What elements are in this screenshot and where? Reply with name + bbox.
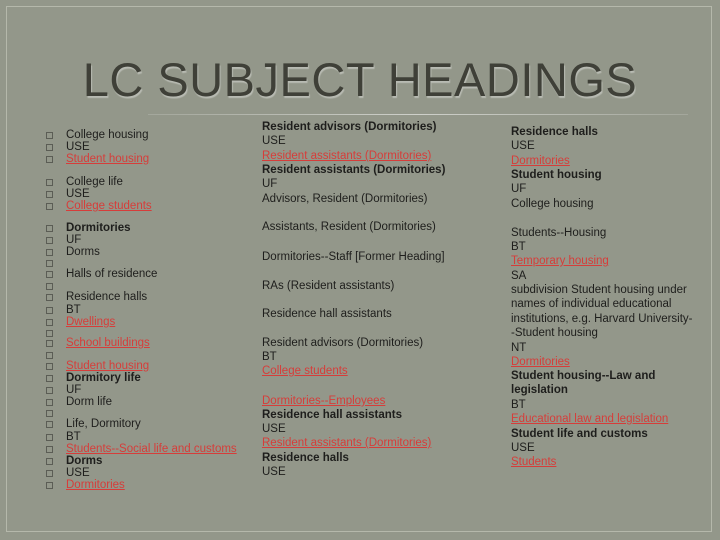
col3-entry: Student housing [511, 169, 602, 181]
bullet-box-icon [46, 132, 53, 139]
col1-entry: College housing [66, 129, 149, 141]
col1-entry: Dorms [66, 246, 100, 258]
col3-entry: SA [511, 270, 527, 282]
bullet-box-icon [46, 340, 53, 347]
col1-entry: USE [66, 141, 90, 153]
col3-entry: NT [511, 342, 527, 354]
col2-entry: USE [262, 423, 286, 435]
bullet-box-icon [46, 156, 53, 163]
bullet-box-icon [46, 294, 53, 301]
col1-entry: Dormitories [66, 222, 131, 234]
col2-entry: Resident advisors (Dormitories) [262, 337, 424, 349]
bullet-box-icon [46, 482, 53, 489]
col2-entry: UF [262, 178, 278, 190]
bullet-box-icon [46, 237, 53, 244]
col1-entry[interactable]: Students--Social life and customs [66, 443, 237, 455]
col3-entry: Student housing--Law and [511, 370, 656, 382]
col3-entry: subdivision Student housing under [511, 284, 687, 296]
col2-entry: BT [262, 351, 277, 363]
col1-entry: Dorms [66, 455, 103, 467]
bullet-box-icon [46, 458, 53, 465]
col3-entry: legislation [511, 384, 568, 396]
bullet-box-icon [46, 191, 53, 198]
bullet-box-icon [46, 421, 53, 428]
col2-entry[interactable]: Dormitories--Employees [262, 395, 386, 407]
bullet-box-icon [46, 434, 53, 441]
col1-entry[interactable]: Dwellings [66, 316, 116, 328]
col2-entry: Residence halls [262, 452, 349, 464]
col3-entry[interactable]: Temporary housing [511, 255, 609, 267]
bullet-box-icon [46, 330, 53, 337]
col3-entry[interactable]: Educational law and legislation [511, 413, 669, 425]
col1-entry: USE [66, 188, 90, 200]
col3-entry: Students--Housing [511, 227, 607, 239]
bullet-box-icon [46, 283, 53, 290]
col3-entry[interactable]: Dormitories [511, 155, 570, 167]
bullet-box-icon [46, 410, 53, 417]
col1-entry: BT [66, 431, 81, 443]
col3-entry[interactable]: Dormitories [511, 356, 570, 368]
bullet-box-icon [46, 375, 53, 382]
col2-entry: Dormitories--Staff [Former Heading] [262, 251, 445, 263]
col1-entry[interactable]: Student housing [66, 153, 150, 165]
bullet-box-icon [46, 470, 53, 477]
col2-entry[interactable]: College students [262, 365, 348, 377]
col1-entry[interactable]: Dormitories [66, 479, 125, 491]
bullet-box-icon [46, 260, 53, 267]
col3-entry: -Student housing [511, 327, 598, 339]
col2-entry: Resident assistants (Dormitories) [262, 164, 446, 176]
bullet-box-icon [46, 399, 53, 406]
col3-entry: BT [511, 241, 526, 253]
col3-entry[interactable]: Students [511, 456, 557, 468]
col1-entry[interactable]: School buildings [66, 337, 150, 349]
bullet-box-icon [46, 352, 53, 359]
title-divider [148, 114, 688, 115]
col1-entry: USE [66, 467, 90, 479]
col2-entry: USE [262, 135, 286, 147]
col1-entry[interactable]: Student housing [66, 360, 150, 372]
col3-entry: USE [511, 442, 535, 454]
col2-entry: Resident advisors (Dormitories) [262, 121, 437, 133]
bullet-box-icon [46, 307, 53, 314]
col1-entry: Dorm life [66, 396, 113, 408]
col1-entry: Halls of residence [66, 268, 158, 280]
col3-entry: institutions, e.g. Harvard University- [511, 313, 693, 325]
col1-entry: UF [66, 384, 82, 396]
col1-entry: Dormitory life [66, 372, 141, 384]
bullet-box-icon [46, 319, 53, 326]
col2-entry: Residence hall assistants [262, 308, 392, 320]
col3-entry: names of individual educational [511, 298, 672, 310]
col2-entry: Advisors, Resident (Dormitories) [262, 193, 428, 205]
bullet-box-icon [46, 203, 53, 210]
col3-entry: Student life and customs [511, 428, 648, 440]
bullet-box-icon [46, 179, 53, 186]
bullet-box-icon [46, 387, 53, 394]
col2-entry: Residence hall assistants [262, 409, 402, 421]
col1-entry: UF [66, 234, 82, 246]
col2-entry: USE [262, 466, 286, 478]
col2-entry: Assistants, Resident (Dormitories) [262, 221, 436, 233]
col3-entry: BT [511, 399, 526, 411]
bullet-box-icon [46, 363, 53, 370]
col3-entry: UF [511, 183, 527, 195]
col3-entry: USE [511, 140, 535, 152]
col1-entry: Residence halls [66, 291, 148, 303]
page-title: LC SUBJECT HEADINGS [82, 53, 638, 106]
col2-entry: RAs (Resident assistants) [262, 280, 395, 292]
bullet-box-icon [46, 446, 53, 453]
bullet-box-icon [46, 144, 53, 151]
col2-entry[interactable]: Resident assistants (Dormitories) [262, 437, 432, 449]
col3-entry: College housing [511, 198, 594, 210]
col1-entry: BT [66, 304, 81, 316]
col2-entry[interactable]: Resident assistants (Dormitories) [262, 150, 432, 162]
col1-entry: College life [66, 176, 123, 188]
col1-entry[interactable]: College students [66, 200, 152, 212]
col3-entry: Residence halls [511, 126, 598, 138]
bullet-box-icon [46, 271, 53, 278]
bullet-box-icon [46, 225, 53, 232]
col1-entry: Life, Dormitory [66, 418, 141, 430]
bullet-box-icon [46, 249, 53, 256]
